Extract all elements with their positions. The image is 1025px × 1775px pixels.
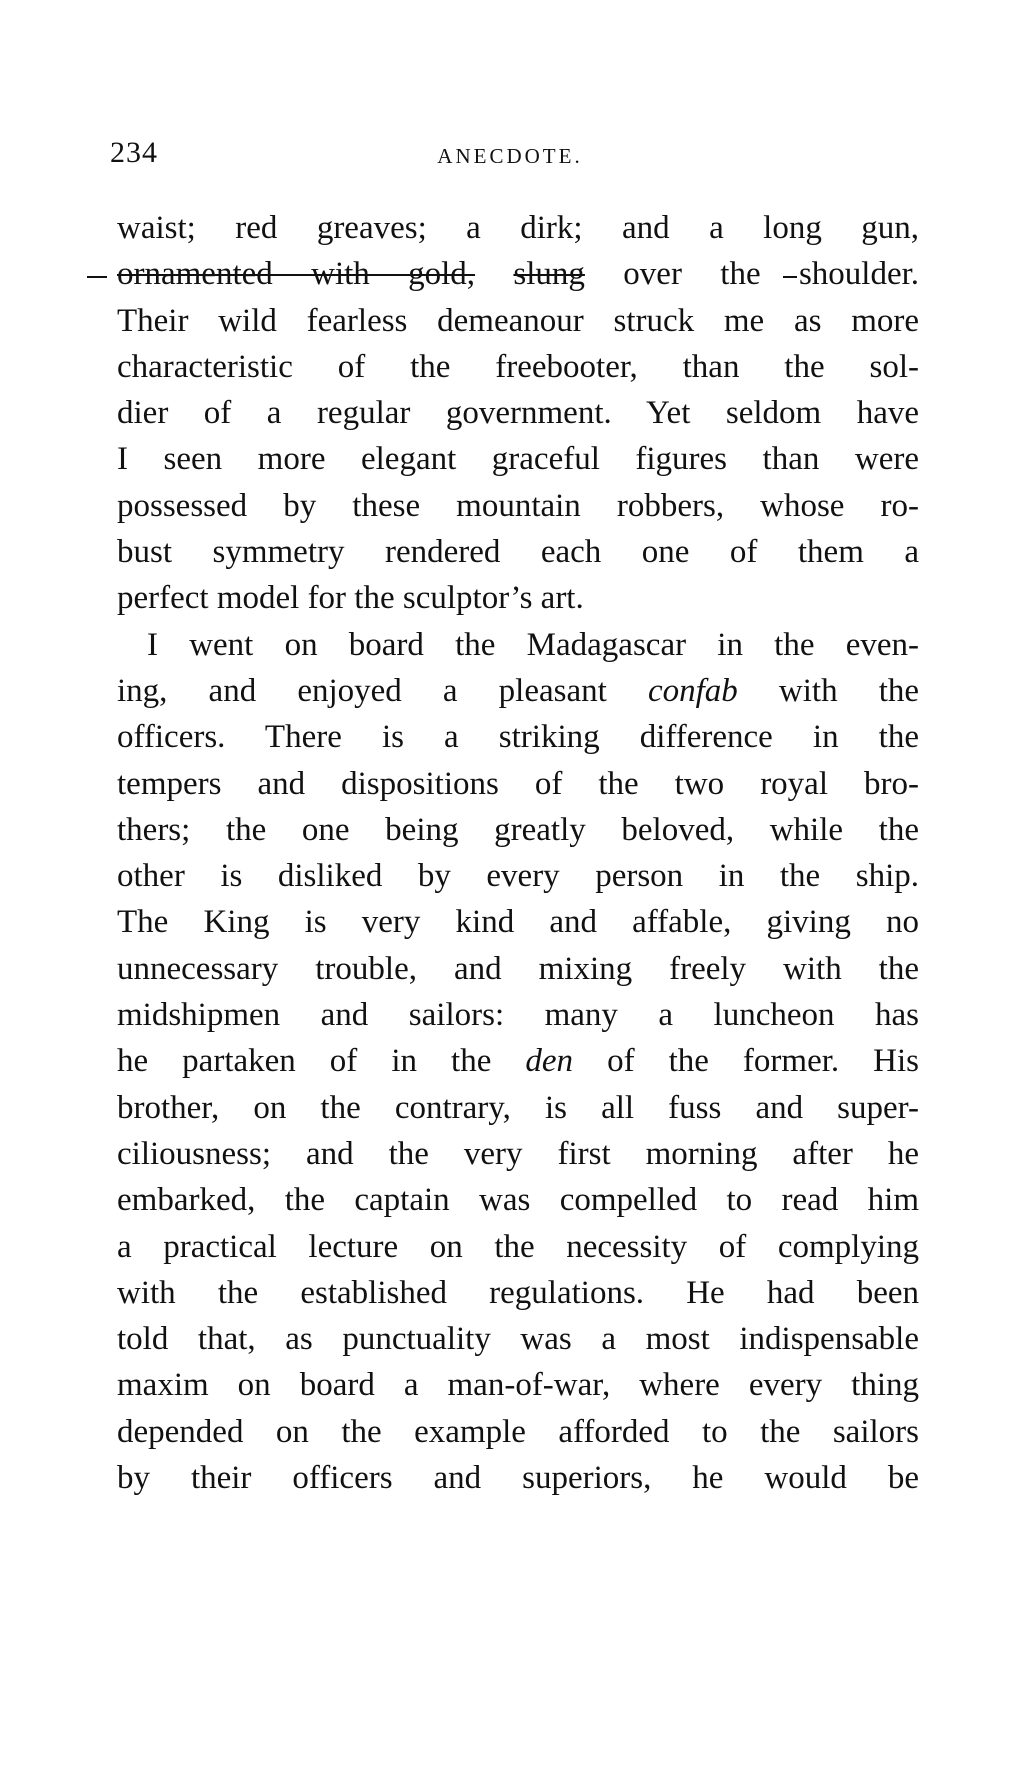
text-line bbox=[117, 668, 919, 714]
running-title: ANECDOTE. bbox=[437, 144, 583, 168]
text-line: dier of a regular government. Yet seldom have bbox=[117, 395, 919, 432]
text-span: with the bbox=[778, 672, 920, 709]
text-span: shoulder. bbox=[798, 256, 920, 293]
text-span: he partaken of in the bbox=[117, 1043, 492, 1080]
text-line: other is disliked by every person in the ship. bbox=[117, 858, 919, 895]
text-line: with the established regulations. He had been bbox=[117, 1274, 919, 1311]
text-span: of the former. His bbox=[607, 1043, 920, 1080]
text-line: thers; the one being greatly beloved, while the bbox=[117, 811, 919, 848]
text-line: midshipmen and sailors: many a luncheon has bbox=[117, 997, 919, 1034]
text-line bbox=[117, 1038, 919, 1084]
italic-word: confab bbox=[647, 672, 738, 709]
text-line: depended on the example afforded to the sailors bbox=[117, 1413, 919, 1450]
text-line bbox=[117, 251, 919, 297]
page-number: 234 bbox=[110, 136, 158, 169]
text-line: perfect model for the sculptor’s art. bbox=[117, 580, 584, 617]
text-line: told that, as punctuality was a most indispensable bbox=[117, 1321, 919, 1358]
text-line: tempers and dispositions of the two royal bro- bbox=[117, 765, 919, 802]
page-header bbox=[110, 136, 910, 176]
text-line: by their officers and superiors, he would be bbox=[117, 1460, 919, 1497]
struck-text: slung bbox=[513, 256, 585, 293]
text-line: officers. There is a striking difference in the bbox=[117, 719, 919, 756]
text-line: embarked, the captain was compelled to read him bbox=[117, 1182, 919, 1219]
text-line: waist; red greaves; a dirk; and a long gun, bbox=[117, 210, 919, 246]
text-line: unnecessary trouble, and mixing freely with the bbox=[117, 950, 919, 987]
body-text bbox=[117, 205, 919, 1501]
text-line: ciliousness; and the very first morning after he bbox=[117, 1135, 919, 1172]
italic-word: den bbox=[525, 1043, 574, 1080]
text-line: maxim on board a man-of-war, where every thing bbox=[117, 1367, 919, 1404]
text-line: possessed by these mountain robbers, whose ro- bbox=[117, 487, 919, 524]
text-span: over the bbox=[623, 256, 761, 293]
text-span: ing, and enjoyed a pleasant bbox=[117, 672, 607, 709]
text-line: characteristic of the freebooter, than the sol- bbox=[117, 348, 919, 385]
text-line: I seen more elegant graceful figures than were bbox=[117, 441, 919, 478]
text-line: Their wild fearless demeanour struck me as more bbox=[117, 302, 919, 339]
struck-text: ornamented with gold, bbox=[117, 256, 476, 293]
text-line: The King is very kind and affable, giving no bbox=[117, 904, 919, 941]
text-line: I went on board the Madagascar in the even- bbox=[147, 626, 919, 663]
text-line: a practical lecture on the necessity of complying bbox=[117, 1228, 919, 1265]
text-line: brother, on the contrary, is all fuss and super- bbox=[117, 1089, 919, 1126]
text-line: bust symmetry rendered each one of them a bbox=[117, 534, 919, 571]
